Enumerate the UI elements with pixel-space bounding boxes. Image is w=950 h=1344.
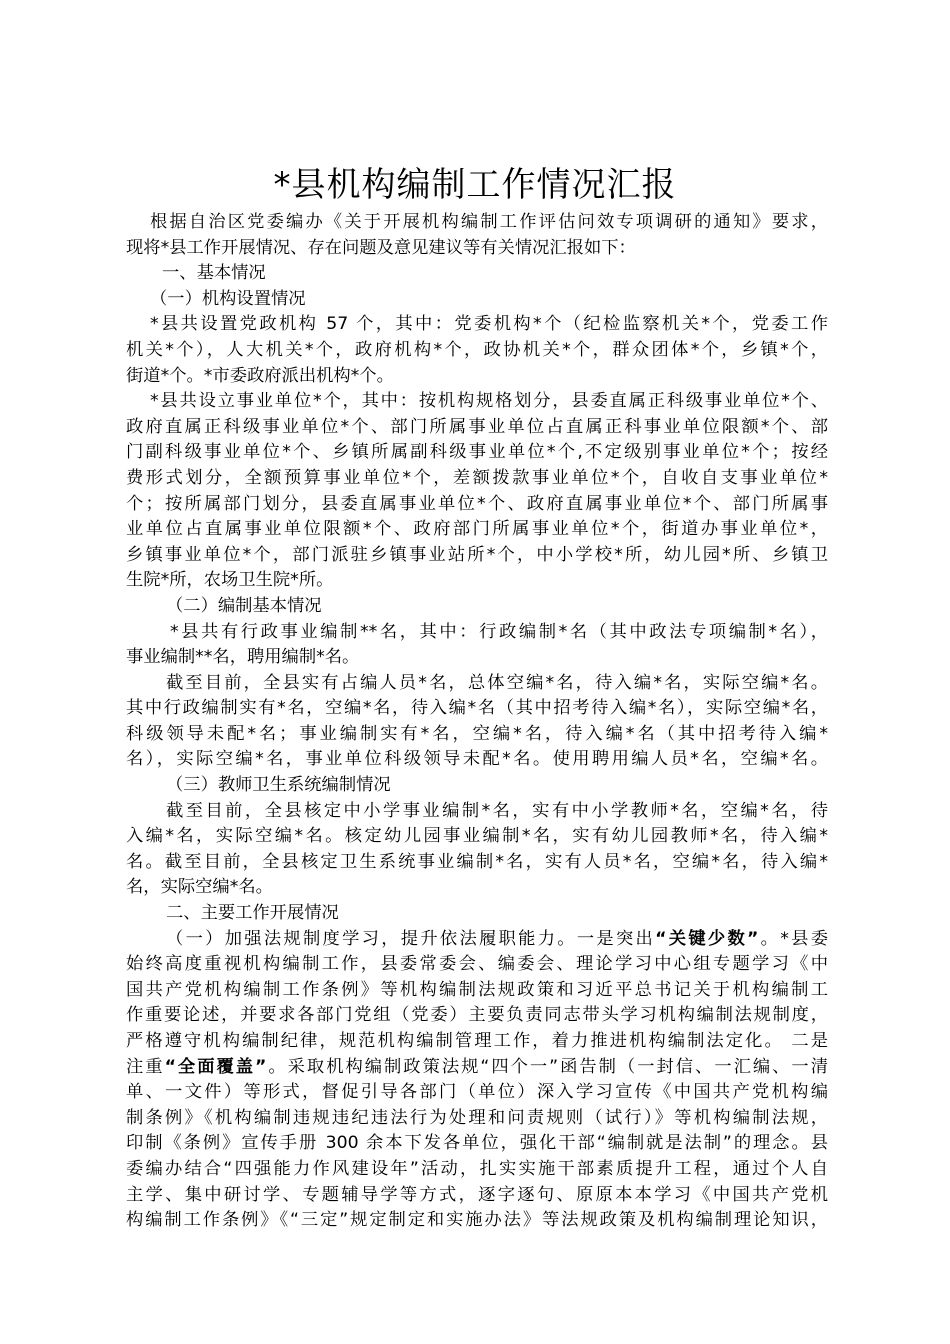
document-line: 作重要论述，并要求各部门党组（党委）主要负责同志带头学习机构编制法规制度， — [126, 1005, 828, 1026]
document-line: 二、主要工作开展情况 — [166, 903, 339, 924]
document-line: 始终高度重视机构编制工作，县委常委会、编委会、理论学习中心组专题学习《中 — [126, 954, 828, 975]
document-body — [126, 210, 828, 1234]
document-line: 制条例》《机构编制违规违纪违法行为处理和问责规则（试行）》等机构编制法规， — [126, 1107, 828, 1128]
document-line: 根据自治区党委编办《关于开展机构编制工作评估问效专项调研的通知》要求， — [150, 212, 828, 232]
emphasis-text: “全面覆盖” — [164, 1056, 267, 1077]
document-line: 注重“全面覆盖”。采取机构编制政策法规“四个一”函告制（一封信、一汇编、一清 — [126, 1056, 828, 1077]
document-line: 业单位占直属事业单位限额*个、政府部门所属事业单位*个，街道办事业单位*， — [126, 519, 828, 540]
document-line: 事业编制**名，聘用编制*名。 — [126, 647, 360, 668]
document-line: （一）加强法规制度学习，提升依法履职能力。一是突出“关键少数”。*县委 — [166, 928, 828, 949]
document-line: 主学、集中研讨学、专题辅导学等方式，逐字逐句、原原本本学习《中国共产党机 — [126, 1184, 828, 1205]
document-line: 截至目前，全县核定中小学事业编制*名，实有中小学教师*名，空编*名，待 — [166, 800, 828, 821]
document-line: 截至目前，全县实有占编人员*名，总体空编*名，待入编*名，实际空编*名。 — [166, 672, 828, 693]
document-line: 机关*个），人大机关*个，政府机构*个，政协机关*个，群众团体*个，乡镇*个， — [126, 339, 828, 360]
document-line: 名。截至目前，全县核定卫生系统事业编制*名，实有人员*名，空编*名，待入编* — [126, 851, 828, 872]
document-line: 费形式划分，全额预算事业单位*个，差额拨款事业单位*个，自收自支事业单位* — [126, 467, 828, 488]
document-line: 门副科级事业单位*个、乡镇所属副科级事业单位*个,不定级别事业单位*个；按经 — [126, 442, 828, 463]
document-line: 现将*县工作开展情况、存在问题及意见建议等有关情况汇报如下： — [126, 237, 636, 258]
emphasis-text: “关键少数” — [655, 928, 759, 949]
document-line: *县共有行政事业编制**名，其中：行政编制*名（其中政法专项编制*名）， — [170, 621, 828, 642]
document-line: 严格遵守机构编制纪律，规范机构编制管理工作，着力推进机构编制法定化。 二是 — [126, 1031, 828, 1051]
document-line: （二）编制基本情况 — [166, 595, 322, 616]
document-line: （三）教师卫生系统编制情况 — [166, 775, 391, 796]
document-line: 委编办结合“四强能力作风建设年”活动，扎实实施干部素质提升工程，通过个人自 — [126, 1158, 828, 1179]
document-line: 其中行政编制实有*名，空编*名，待入编*名（其中招考待入编*名），实际空编*名， — [126, 698, 828, 719]
document-line: 生院*所，农场卫生院*所。 — [126, 570, 334, 591]
document-line: *县共设置党政机构 57 个，其中：党委机构*个（纪检监察机关*个，党委工作 — [150, 314, 828, 335]
document-line: （一）机构设置情况 — [150, 288, 306, 309]
document-line: 个；按所属部门划分，县委直属事业单位*个、政府直属事业单位*个、部门所属事 — [126, 493, 828, 514]
document-line: 一、基本情况 — [162, 263, 266, 284]
document-title: *县机构编制工作情况汇报 — [273, 165, 677, 205]
document-line: 名），实际空编*名，事业单位科级领导未配*名。使用聘用编人员*名，空编*名。 — [126, 749, 828, 770]
document-line: 印制《条例》宣传手册 300 余本下发各单位，强化干部“编制就是法制”的理念。县 — [126, 1133, 828, 1154]
document-line: 入编*名，实际空编*名。核定幼儿园事业编制*名，实有幼儿园教师*名，待入编* — [126, 826, 828, 847]
document-line: 科级领导未配*名；事业编制实有*名，空编*名，待入编*名（其中招考待入编* — [126, 723, 828, 744]
document-line: 街道*个。*市委政府派出机构*个。 — [126, 365, 394, 386]
document-line: 构编制工作条例》《“三定”规定制定和实施办法》等法规政策及机构编制理论知识， — [126, 1210, 828, 1231]
document-line: 乡镇事业单位*个，部门派驻乡镇事业站所*个，中小学校*所，幼儿园*所、乡镇卫 — [126, 544, 828, 565]
document-line: 国共产党机构编制工作条例》等机构编制法规政策和习近平总书记关于机构编制工 — [126, 979, 828, 1000]
document-line: 政府直属正科级事业单位*个、部门所属事业单位占直属正科事业单位限额*个、部 — [126, 416, 828, 437]
document-line: 单、一文件）等形式，督促引导各部门（单位）深入学习宣传《中国共产党机构编 — [126, 1082, 828, 1103]
document-line: *县共设立事业单位*个，其中：按机构规格划分，县委直属正科级事业单位*个、 — [150, 391, 828, 412]
document-line: 名，实际空编*名。 — [126, 877, 273, 898]
